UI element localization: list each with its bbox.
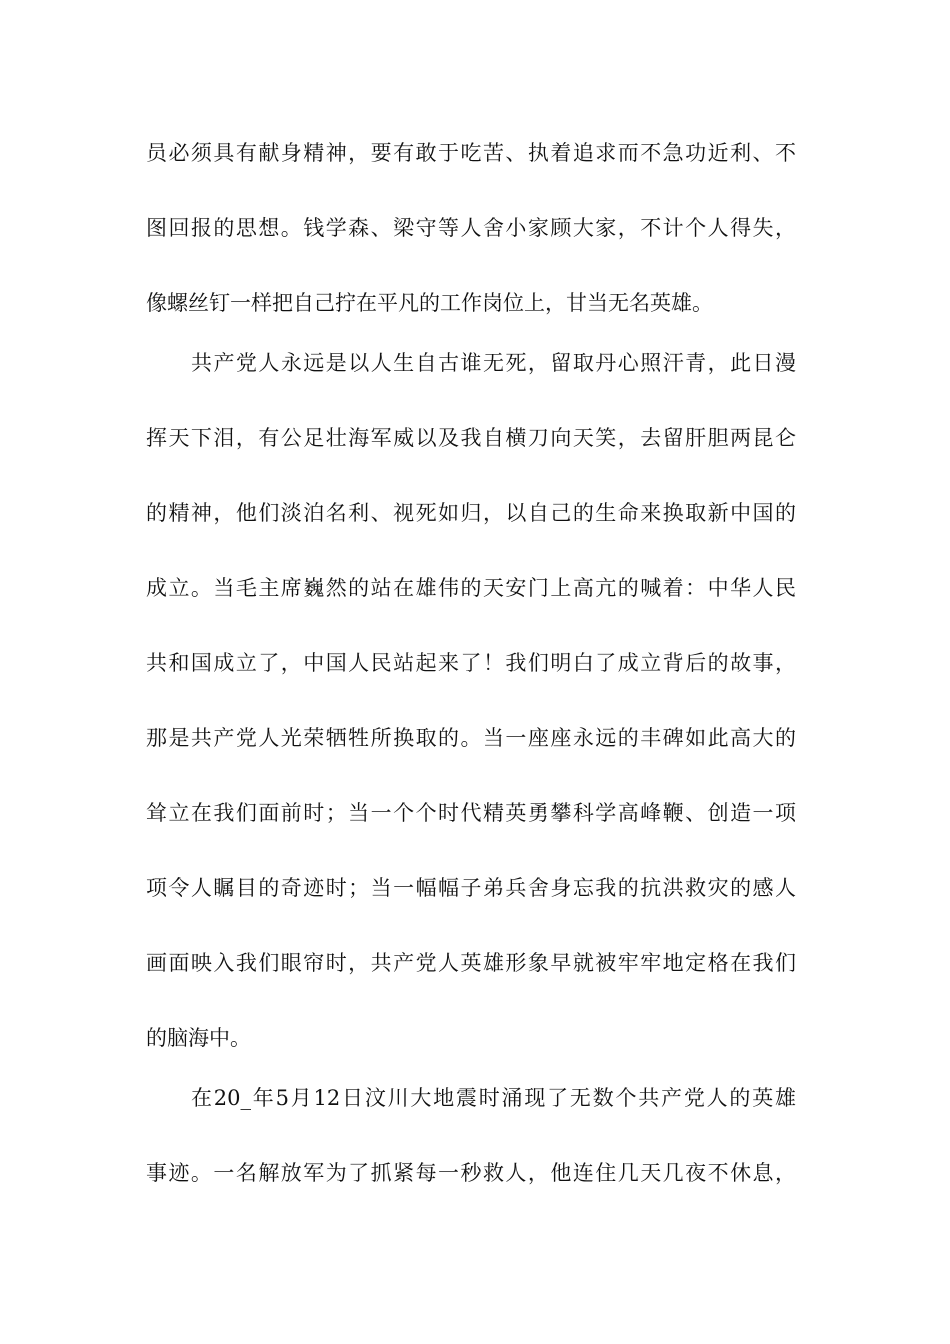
text-line: 像螺丝钉一样把自己拧在平凡的工作岗位上，甘当无名英雄。 (146, 291, 713, 315)
text-line: 共产党人永远是以人生自古谁无死，留取丹心照汗青，此日漫 (191, 351, 796, 375)
text-line: 的精神，他们淡泊名利、视死如归，以自己的生命来换取新中国的 (146, 501, 796, 525)
text-line: 在20_年5月12日汶川大地震时涌现了无数个共产党人的英雄 (191, 1086, 796, 1110)
text-line: 图回报的思想。钱学森、梁守等人舍小家顾大家，不计个人得失， (146, 216, 796, 240)
text-line: 那是共产党人光荣牺牲所换取的。当一座座永远的丰碑如此高大的 (146, 726, 796, 750)
text-line: 事迹。一名解放军为了抓紧每一秒救人，他连住几天几夜不休息， (146, 1161, 796, 1185)
text-line: 挥天下泪，有公足壮海军威以及我自横刀向天笑，去留肝胆两昆仑 (146, 426, 796, 450)
text-line: 成立。当毛主席巍然的站在雄伟的天安门上高亢的喊着：中华人民 (146, 576, 796, 600)
text-line: 员必须具有献身精神，要有敢于吃苦、执着追求而不急功近利、不 (146, 141, 796, 165)
text-line: 耸立在我们面前时；当一个个时代精英勇攀科学高峰鞭、创造一项 (146, 801, 796, 825)
text-line: 项令人瞩目的奇迹时；当一幅幅子弟兵舍身忘我的抗洪救灾的感人 (146, 876, 796, 900)
text-line: 的脑海中。 (146, 1026, 251, 1050)
text-line: 画面映入我们眼帘时，共产党人英雄形象早就被牢牢地定格在我们 (146, 951, 796, 975)
text-line: 共和国成立了，中国人民站起来了！我们明白了成立背后的故事， (146, 651, 796, 675)
